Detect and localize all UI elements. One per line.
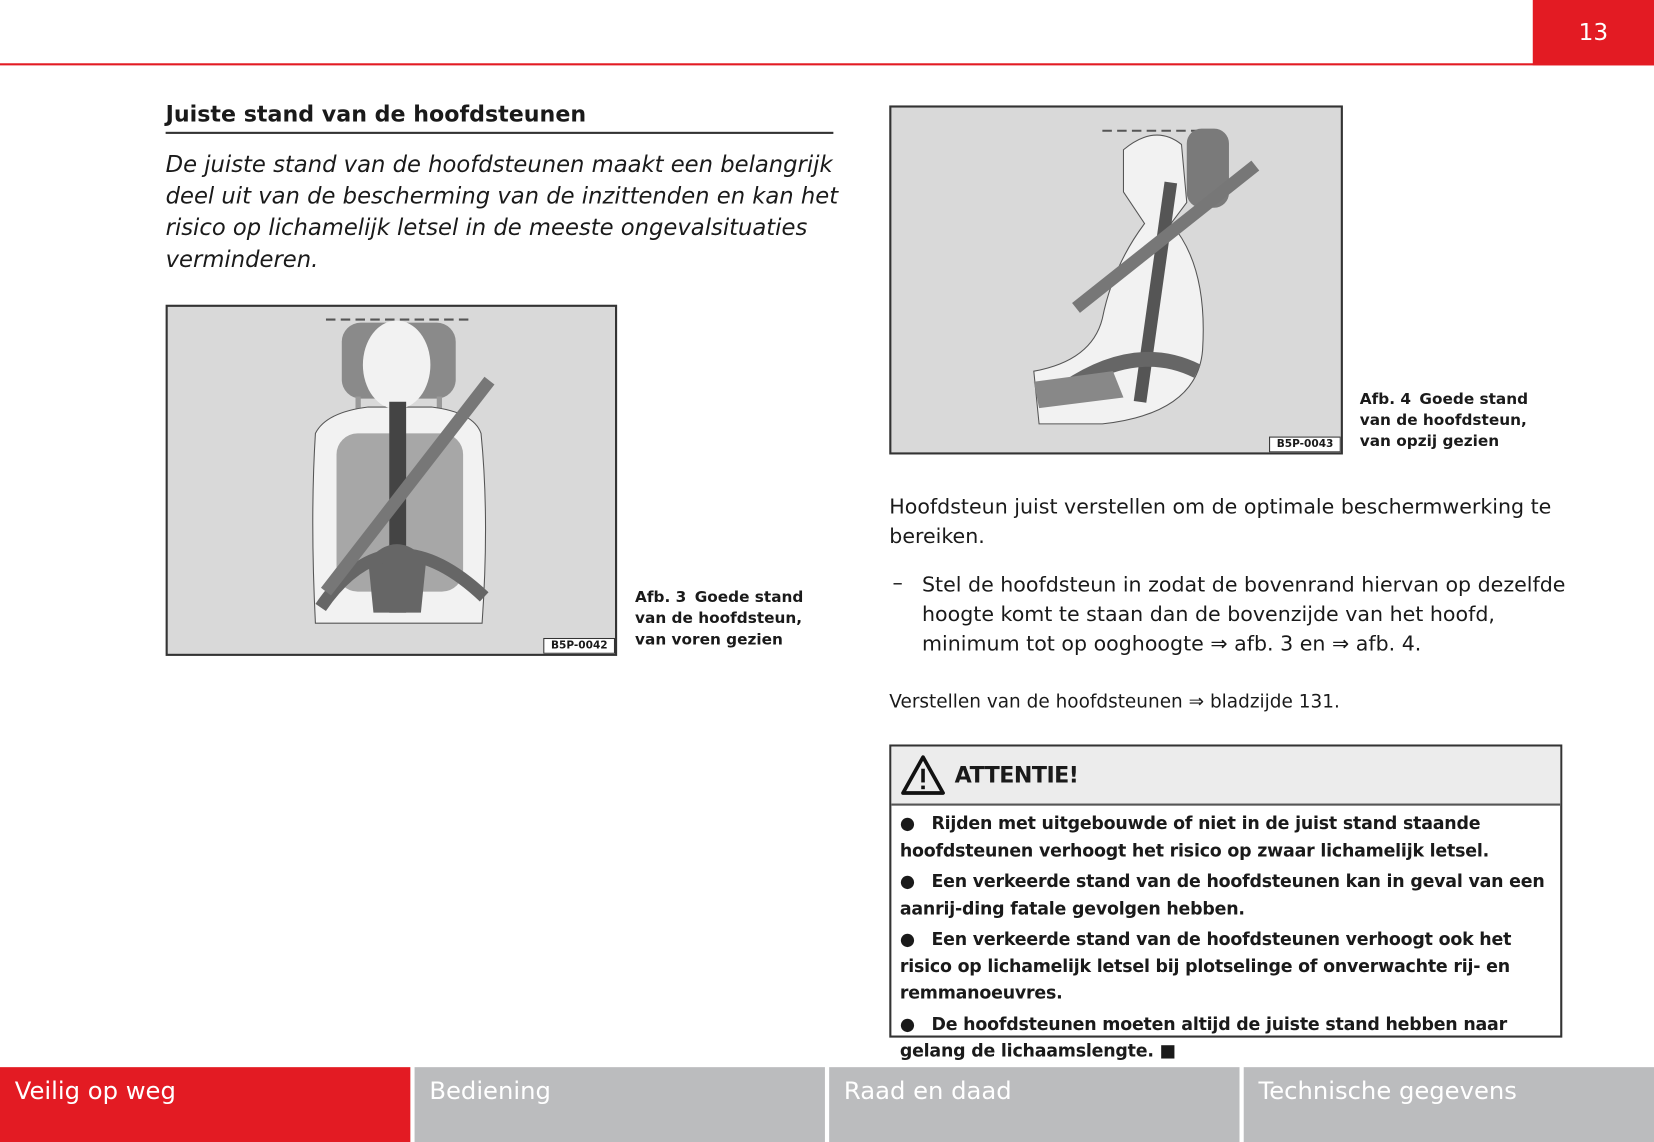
section-title: Juiste stand van de hoofdsteunen [165,101,587,127]
figure-code: B5P-0042 [544,638,615,654]
warning-title: ATTENTIE! [954,762,1079,788]
warning-item: ● Een verkeerde stand van de hoofdsteunen verhoogt ook het risico op lichamelijk letsel bij plotselinge of onverwachte rij- en remmanoeuvres. [899,929,1512,1003]
chapter-nav [0,1067,1654,1142]
instruction-step: Stel de hoofdsteun in zodat de bovenrand hiervan op dezelfde hoogte komt te staan dan de bovenzijde van het hoofd, minimum tot op ooghoogte ⇒ afb. 3 en ⇒ afb. 4. [921,572,1566,656]
figure-4-side-view [889,105,1343,454]
tab-bediening[interactable]: Bediening [415,1067,825,1142]
title-divider [166,132,834,134]
skeleton-side-illustration [891,108,1342,455]
page-reference-link[interactable]: Verstellen van de hoofdsteunen ⇒ bladzijde 131. [889,691,1340,713]
warning-item-text: Rijden met uitgebouwde of niet in de juist stand staande hoofdsteunen verhoogt het risico op zwaar lichamelijk letsel. [899,813,1490,860]
page-number: 13 [1533,0,1654,65]
skeleton-front-illustration [168,307,617,656]
figure-3-front-view [166,305,617,656]
tab-technische-gegevens[interactable]: Technische gegevens [1244,1067,1654,1142]
warning-item: ● Een verkeerde stand van de hoofdsteunen kan in geval van een aanrij-ding fatale gevolgen hebben. [899,871,1545,918]
warning-item-text: Een verkeerde stand van de hoofdsteunen kan in geval van een aanrij-ding fatale gevolgen hebben. [899,871,1545,918]
warning-header [891,747,1560,806]
list-dash: – [892,570,903,595]
warning-item: ● De hoofdsteunen moeten altijd de juiste stand hebben naar gelang de lichaamslengte. ■ [899,1013,1507,1061]
warning-item-text: Een verkeerde stand van de hoofdsteunen verhoogt ook het risico op lichamelijk letsel bij plotselinge of onverwachte rij- en remmanoeuvres. [899,929,1512,1003]
header-rule [0,63,1654,65]
warning-item-text: De hoofdsteunen moeten altijd de juiste stand hebben naar gelang de lichaamslengte. ■ [899,1013,1507,1061]
caption-text: Goede stand van de hoofdsteun, van voren gezien [635,589,804,649]
warning-triangle-icon [900,754,946,796]
caption-number: Afb. 3 [635,589,687,607]
tab-raad-en-daad[interactable]: Raad en daad [829,1067,1239,1142]
caption-text: Goede stand van de hoofdsteun, van opzij gezien [1359,391,1529,451]
figure-3-caption [635,587,835,650]
figure-4-caption [1360,389,1560,452]
intro-paragraph: De juiste stand van de hoofdsteunen maakt een belangrijk deel uit van de bescherming van de inzittenden en kan het risico op lichamelijk letsel in de meeste ongevalsituaties verminderen. [165,151,839,274]
body-paragraph: Hoofdsteun juist verstellen om de optimale beschermwerking te bereiken. [889,494,1552,549]
warning-box [889,744,1562,1061]
caption-number: Afb. 4 [1359,391,1411,409]
tab-veilig-op-weg[interactable]: Veilig op weg [0,1067,410,1142]
figure-code: B5P-0043 [1269,437,1340,453]
warning-item: ● Rijden met uitgebouwde of niet in de juist stand staande hoofdsteunen verhoogt het risico op zwaar lichamelijk letsel. [899,813,1490,860]
